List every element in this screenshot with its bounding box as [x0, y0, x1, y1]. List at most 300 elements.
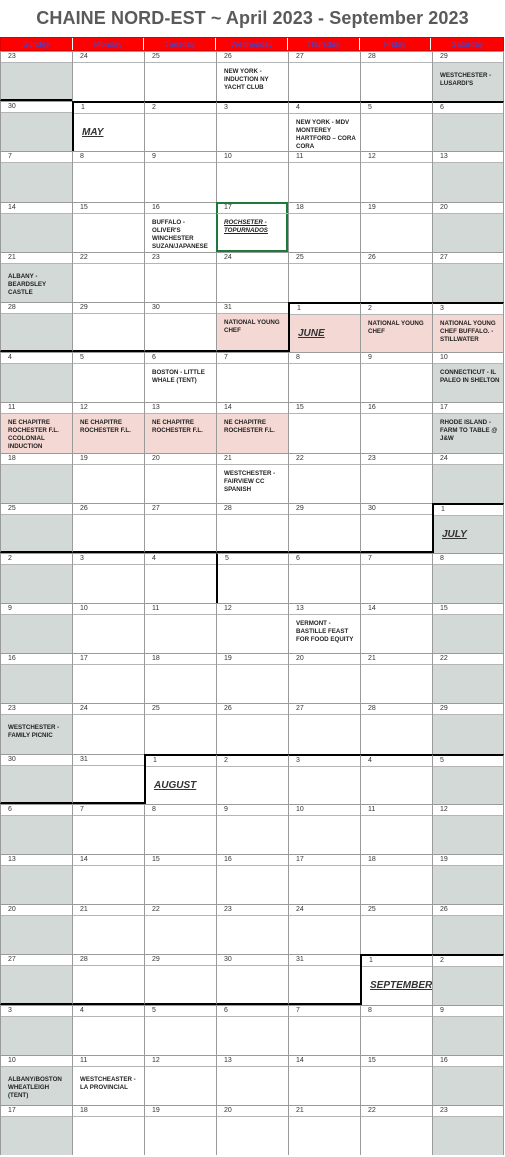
day-number: 25: [152, 53, 160, 60]
event-label: NE CHAPITRE ROCHESTER F.L.: [152, 419, 203, 435]
calendar-day-cell[interactable]: [0, 854, 72, 904]
calendar-day-cell[interactable]: [360, 754, 432, 804]
day-number: 26: [368, 253, 376, 261]
calendar-day-cell[interactable]: [144, 151, 216, 201]
day-content-area: [289, 766, 360, 804]
calendar-day-cell[interactable]: [360, 954, 432, 1004]
calendar-day-cell[interactable]: [216, 252, 288, 302]
weekday-wednesday: Wednesday: [216, 38, 288, 50]
calendar-day-cell[interactable]: [72, 352, 144, 402]
day-number: 21: [8, 253, 16, 261]
calendar-day-cell[interactable]: [288, 302, 360, 352]
calendar-day-cell[interactable]: [72, 854, 144, 904]
calendar-day-cell[interactable]: [144, 754, 216, 804]
calendar-day-cell[interactable]: [72, 1005, 144, 1055]
day-content-area: [73, 213, 144, 252]
calendar-day-cell[interactable]: [360, 302, 432, 352]
day-number: 29: [440, 705, 448, 713]
calendar-day-cell[interactable]: [0, 603, 72, 653]
calendar-day-cell[interactable]: [288, 1055, 360, 1105]
month-label: SEPTEMBER: [370, 980, 433, 992]
calendar-week-row: [0, 653, 504, 703]
calendar-day-cell[interactable]: [0, 503, 72, 553]
day-number: 2: [368, 304, 372, 312]
day-number: 14: [296, 1056, 304, 1064]
calendar-day-cell[interactable]: [216, 754, 288, 804]
day-number: 2: [8, 554, 12, 562]
calendar-day-cell[interactable]: [288, 51, 360, 101]
day-content-area: [73, 765, 144, 802]
day-content-area: [1, 815, 72, 854]
calendar-day-cell[interactable]: [216, 553, 288, 603]
day-content-area: [73, 514, 144, 551]
calendar-day-cell[interactable]: [360, 503, 432, 553]
calendar-day-cell[interactable]: [360, 603, 432, 653]
calendar-day-cell[interactable]: [432, 352, 504, 402]
calendar-day-cell[interactable]: [144, 1055, 216, 1105]
event-label: WESTCHESTER - LUSARDI'S: [440, 72, 492, 87]
calendar-week-row: [0, 101, 504, 151]
calendar-day-cell[interactable]: [216, 1005, 288, 1055]
day-number: 16: [368, 404, 376, 412]
calendar-day-cell[interactable]: [72, 453, 144, 503]
calendar-week-row: [0, 754, 504, 804]
day-content-area: [217, 113, 288, 151]
calendar-day-cell[interactable]: [0, 1055, 72, 1105]
day-content-area: [361, 664, 432, 703]
calendar-day-cell[interactable]: [216, 202, 288, 252]
calendar-day-cell[interactable]: [72, 703, 144, 753]
day-number: 6: [224, 1006, 228, 1014]
day-number: 22: [296, 454, 304, 462]
page-title: CHAINE NORD-EST ~ April 2023 - September 2023: [36, 8, 469, 28]
calendar-day-cell[interactable]: [72, 1055, 144, 1105]
day-number: 17: [80, 655, 88, 663]
day-number: 23: [8, 705, 16, 713]
day-number: 8: [440, 554, 444, 562]
calendar-day-cell[interactable]: [360, 804, 432, 854]
day-content-area: [73, 263, 144, 302]
day-content-area: [1, 564, 72, 603]
day-content-area: [361, 714, 432, 753]
calendar-day-cell[interactable]: [72, 252, 144, 302]
day-content-area: [289, 1066, 360, 1105]
day-number: 4: [80, 1006, 84, 1014]
day-number: 23: [368, 454, 376, 462]
day-content-area: [361, 766, 432, 804]
calendar-day-cell[interactable]: [216, 653, 288, 703]
calendar-day-cell[interactable]: [432, 202, 504, 252]
day-content-area: [217, 815, 288, 854]
calendar-day-cell[interactable]: [72, 302, 144, 352]
calendar-day-cell[interactable]: [0, 151, 72, 201]
day-content-area: [289, 162, 360, 201]
calendar-day-cell[interactable]: [0, 352, 72, 402]
day-content-area: [433, 464, 503, 503]
day-number: 2: [152, 104, 156, 112]
calendar-day-cell[interactable]: [432, 252, 504, 302]
calendar-day-cell[interactable]: [216, 954, 288, 1004]
calendar-day-cell[interactable]: [216, 503, 288, 553]
day-content-area: [1, 1016, 72, 1055]
day-content-area: [217, 664, 288, 703]
day-number: 30: [224, 956, 232, 964]
day-number: 26: [224, 705, 232, 713]
day-number: 16: [8, 655, 16, 663]
calendar-day-cell[interactable]: [144, 453, 216, 503]
calendar-day-cell[interactable]: [216, 302, 288, 352]
calendar-day-cell[interactable]: [360, 703, 432, 753]
calendar-day-cell[interactable]: [72, 553, 144, 603]
calendar-day-cell[interactable]: [360, 854, 432, 904]
day-number: 28: [8, 303, 16, 311]
calendar-day-cell[interactable]: [288, 151, 360, 201]
calendar-week-row: [0, 1105, 504, 1155]
day-content-area: [145, 965, 216, 1002]
calendar-day-cell[interactable]: [0, 101, 72, 151]
day-number: 9: [440, 1006, 444, 1014]
day-content-area: [289, 263, 360, 302]
calendar-day-cell[interactable]: [360, 1055, 432, 1105]
calendar-day-cell[interactable]: [144, 653, 216, 703]
day-number: 19: [368, 203, 376, 211]
event-label: ALBANY/BOSTON WHEATLEIGH (TENT): [8, 1075, 62, 1099]
calendar-day-cell[interactable]: [0, 754, 72, 804]
calendar-day-cell[interactable]: [288, 754, 360, 804]
calendar-day-cell[interactable]: [216, 453, 288, 503]
event-label: WESTCHESTER - FAIRVIEW CC SPANISH: [224, 469, 276, 493]
day-number: 7: [368, 554, 372, 562]
calendar-week-row: [0, 51, 504, 101]
day-content-area: [1, 664, 72, 703]
day-number: 11: [8, 404, 16, 412]
day-content-area: [217, 1116, 288, 1155]
calendar-day-cell[interactable]: [432, 603, 504, 653]
calendar-day-cell[interactable]: [72, 101, 144, 151]
calendar-day-cell[interactable]: [144, 51, 216, 101]
day-content-area: [145, 614, 216, 653]
day-number: 31: [80, 755, 88, 763]
calendar-day-cell[interactable]: [288, 703, 360, 753]
calendar-day-cell[interactable]: [432, 101, 504, 151]
calendar-day-cell[interactable]: [360, 402, 432, 452]
day-number: 5: [440, 756, 444, 764]
calendar-day-cell[interactable]: [288, 352, 360, 402]
calendar-day-cell[interactable]: [360, 653, 432, 703]
day-content-area: [361, 915, 432, 954]
day-number: 24: [80, 705, 88, 713]
calendar-week-row: [0, 402, 504, 452]
day-number: 13: [224, 1056, 232, 1064]
day-number: 17: [8, 1106, 16, 1114]
day-content-area: [218, 564, 288, 603]
day-number: 20: [296, 655, 304, 663]
calendar-day-cell[interactable]: [0, 252, 72, 302]
day-number: 23: [152, 253, 160, 261]
event-label: RHODE ISLAND - FARM TO TABLE @ J&W: [440, 419, 498, 443]
calendar-day-cell[interactable]: [360, 1005, 432, 1055]
day-content-area: [145, 1066, 216, 1105]
day-number: 12: [80, 404, 88, 412]
day-number: 28: [368, 705, 376, 713]
calendar-day-cell[interactable]: [288, 202, 360, 252]
calendar-day-cell[interactable]: [360, 352, 432, 402]
calendar-day-cell[interactable]: [144, 954, 216, 1004]
calendar-day-cell[interactable]: [288, 553, 360, 603]
calendar-day-cell[interactable]: [432, 453, 504, 503]
day-number: 7: [8, 153, 12, 161]
day-number: 1: [81, 104, 85, 112]
day-number: 15: [80, 203, 88, 211]
calendar-day-cell[interactable]: [72, 804, 144, 854]
calendar-day-cell[interactable]: [0, 51, 72, 101]
calendar-day-cell[interactable]: [216, 51, 288, 101]
day-number: 12: [224, 605, 232, 613]
calendar-day-cell[interactable]: [432, 151, 504, 201]
weekday-friday: Friday: [360, 38, 432, 50]
calendar-day-cell[interactable]: [72, 754, 144, 804]
calendar-day-cell[interactable]: [360, 1105, 432, 1155]
day-number: 18: [368, 856, 376, 863]
day-content-area: [361, 413, 432, 452]
calendar-day-cell[interactable]: [432, 51, 504, 101]
day-content-area: [289, 62, 360, 101]
day-content-area: [289, 815, 360, 854]
calendar-day-cell[interactable]: [216, 151, 288, 201]
calendar-day-cell[interactable]: [360, 51, 432, 101]
calendar-day-cell[interactable]: [432, 854, 504, 904]
day-content-area: [73, 965, 144, 1002]
calendar-day-cell[interactable]: [216, 854, 288, 904]
calendar-day-cell[interactable]: [144, 352, 216, 402]
day-content-area: [289, 413, 360, 452]
calendar-day-cell[interactable]: [144, 854, 216, 904]
calendar-day-cell[interactable]: [360, 151, 432, 201]
day-number: 26: [440, 906, 448, 914]
calendar-day-cell[interactable]: [144, 503, 216, 553]
calendar-day-cell[interactable]: [0, 653, 72, 703]
calendar-day-cell[interactable]: [144, 202, 216, 252]
calendar-day-cell[interactable]: [0, 202, 72, 252]
calendar-day-cell[interactable]: [72, 1105, 144, 1155]
day-number: 3: [224, 104, 228, 112]
calendar-day-cell[interactable]: [144, 402, 216, 452]
day-number: 4: [296, 104, 300, 112]
calendar-day-cell[interactable]: [144, 101, 216, 151]
day-number: 29: [296, 504, 304, 512]
day-number: 18: [8, 454, 16, 462]
calendar-day-cell[interactable]: [432, 302, 504, 352]
calendar-day-cell[interactable]: [0, 804, 72, 854]
day-number: 10: [8, 1056, 16, 1064]
day-content-area: [289, 514, 360, 551]
calendar-week-row: [0, 603, 504, 653]
day-content-area: [1, 915, 72, 954]
calendar-day-cell[interactable]: [432, 1005, 504, 1055]
weekday-header-row: [0, 37, 504, 51]
calendar-day-cell[interactable]: [216, 804, 288, 854]
day-number: 15: [296, 404, 304, 412]
day-content-area: [73, 564, 144, 603]
event-label: NEW YORK - MDV MONTEREY HARTFORD – CORA CORA: [296, 119, 356, 151]
calendar-day-cell[interactable]: [288, 503, 360, 553]
day-number: 25: [8, 504, 16, 512]
calendar-day-cell[interactable]: [432, 904, 504, 954]
day-content-area: [145, 313, 216, 350]
calendar-day-cell[interactable]: [216, 603, 288, 653]
calendar-day-cell[interactable]: [144, 302, 216, 352]
weekday-monday: Monday: [73, 38, 145, 50]
day-content-area: [1, 162, 72, 201]
day-content-area: [361, 564, 432, 603]
calendar-day-cell[interactable]: [72, 653, 144, 703]
calendar-day-cell[interactable]: [288, 101, 360, 151]
day-number: 27: [8, 956, 16, 964]
calendar-day-cell[interactable]: [144, 804, 216, 854]
day-content-area: [1, 213, 72, 252]
calendar-day-cell[interactable]: [0, 302, 72, 352]
calendar-day-cell[interactable]: [72, 151, 144, 201]
calendar-day-cell[interactable]: [432, 503, 504, 553]
day-number: 25: [152, 705, 160, 713]
day-content-area: [217, 614, 288, 653]
calendar-day-cell[interactable]: [72, 202, 144, 252]
calendar-day-cell[interactable]: [432, 653, 504, 703]
day-content-area: [73, 1016, 144, 1055]
day-number: 4: [152, 554, 156, 562]
calendar-day-cell[interactable]: [360, 202, 432, 252]
day-number: 24: [224, 253, 232, 261]
day-content-area: [361, 363, 432, 402]
calendar-day-cell[interactable]: [72, 954, 144, 1004]
calendar-day-cell[interactable]: [144, 1005, 216, 1055]
month-label: JULY: [442, 528, 467, 540]
calendar-day-cell[interactable]: [288, 854, 360, 904]
day-content-area: [361, 1116, 432, 1155]
calendar-day-cell[interactable]: [288, 653, 360, 703]
calendar-day-cell[interactable]: [288, 1105, 360, 1155]
calendar-day-cell[interactable]: [360, 904, 432, 954]
day-number: 23: [8, 53, 16, 60]
day-content-area: [433, 113, 503, 151]
calendar-day-cell[interactable]: [216, 101, 288, 151]
event-label: VERMONT - BASTILLE FEAST FOR FOOD EQUITY: [296, 620, 354, 644]
day-number: 17: [296, 856, 304, 863]
calendar-day-cell[interactable]: [144, 252, 216, 302]
calendar-week-row: [0, 503, 504, 553]
calendar-day-cell[interactable]: [144, 553, 216, 603]
calendar-day-cell[interactable]: [0, 453, 72, 503]
event-label: WESTCHESTER - FAMILY PICNIC: [8, 724, 60, 740]
calendar-day-cell[interactable]: [72, 603, 144, 653]
calendar-day-cell[interactable]: [288, 1005, 360, 1055]
day-content-area: [289, 1116, 360, 1155]
calendar-day-cell[interactable]: [72, 51, 144, 101]
calendar-day-cell[interactable]: [144, 603, 216, 653]
calendar-day-cell[interactable]: [0, 553, 72, 603]
calendar-day-cell[interactable]: [0, 703, 72, 753]
calendar-day-cell[interactable]: [216, 1105, 288, 1155]
day-number: 31: [224, 303, 232, 311]
day-number: 9: [8, 605, 12, 613]
day-content-area: [1, 865, 72, 904]
calendar-day-cell[interactable]: [0, 1005, 72, 1055]
day-number: 28: [80, 956, 88, 964]
calendar-day-cell[interactable]: [288, 252, 360, 302]
calendar-day-cell[interactable]: [0, 904, 72, 954]
calendar-day-cell[interactable]: [432, 1105, 504, 1155]
calendar-day-cell[interactable]: [432, 804, 504, 854]
calendar-day-cell[interactable]: [216, 1055, 288, 1105]
calendar-day-cell[interactable]: [432, 402, 504, 452]
calendar-day-cell[interactable]: [360, 252, 432, 302]
day-number: 23: [440, 1106, 448, 1114]
day-number: 18: [152, 655, 160, 663]
calendar-day-cell[interactable]: [72, 904, 144, 954]
calendar-day-cell[interactable]: [360, 453, 432, 503]
calendar-day-cell[interactable]: [144, 904, 216, 954]
day-number: 15: [440, 605, 448, 613]
day-number: 13: [440, 153, 448, 161]
event-label: NE CHAPITRE ROCHESTER F.L.: [224, 419, 275, 435]
day-content-area: [433, 564, 503, 603]
calendar-week-row: [0, 151, 504, 201]
day-number: 3: [296, 756, 300, 764]
day-content-area: [217, 1016, 288, 1055]
calendar-day-cell[interactable]: [432, 553, 504, 603]
day-content-area: [433, 766, 503, 804]
calendar-day-cell[interactable]: [288, 402, 360, 452]
calendar-day-cell[interactable]: [216, 703, 288, 753]
calendar-day-cell[interactable]: [72, 503, 144, 553]
day-content-area: [433, 263, 503, 302]
calendar-day-cell[interactable]: [216, 402, 288, 452]
calendar-day-cell[interactable]: [144, 703, 216, 753]
calendar-day-cell[interactable]: [288, 954, 360, 1004]
calendar-day-cell[interactable]: [216, 904, 288, 954]
calendar-day-cell[interactable]: [432, 754, 504, 804]
day-content-area: [289, 363, 360, 402]
day-number: 19: [440, 856, 448, 863]
calendar-day-cell[interactable]: [0, 954, 72, 1004]
day-number: 12: [440, 805, 448, 813]
calendar-day-cell[interactable]: [0, 402, 72, 452]
day-content-area: [145, 514, 216, 551]
day-number: 3: [80, 554, 84, 562]
calendar-day-cell[interactable]: [288, 453, 360, 503]
calendar-day-cell[interactable]: [0, 1105, 72, 1155]
calendar-day-cell[interactable]: [72, 402, 144, 452]
calendar-day-cell[interactable]: [432, 954, 504, 1004]
day-number: 26: [224, 53, 232, 60]
day-number: 8: [296, 354, 300, 362]
day-content-area: [433, 213, 503, 252]
day-content-area: [73, 1116, 144, 1155]
day-number: 1: [441, 505, 445, 513]
calendar-day-cell[interactable]: [360, 553, 432, 603]
calendar-day-cell[interactable]: [288, 603, 360, 653]
event-label: NATIONAL YOUNG CHEF: [368, 319, 424, 335]
calendar-day-cell[interactable]: [432, 1055, 504, 1105]
calendar-day-cell[interactable]: [432, 703, 504, 753]
calendar-day-cell[interactable]: [144, 1105, 216, 1155]
calendar-day-cell[interactable]: [288, 804, 360, 854]
day-number: 28: [224, 504, 232, 512]
day-content-area: [217, 915, 288, 954]
calendar-day-cell[interactable]: [288, 904, 360, 954]
calendar-day-cell[interactable]: [216, 352, 288, 402]
calendar-day-cell[interactable]: [360, 101, 432, 151]
